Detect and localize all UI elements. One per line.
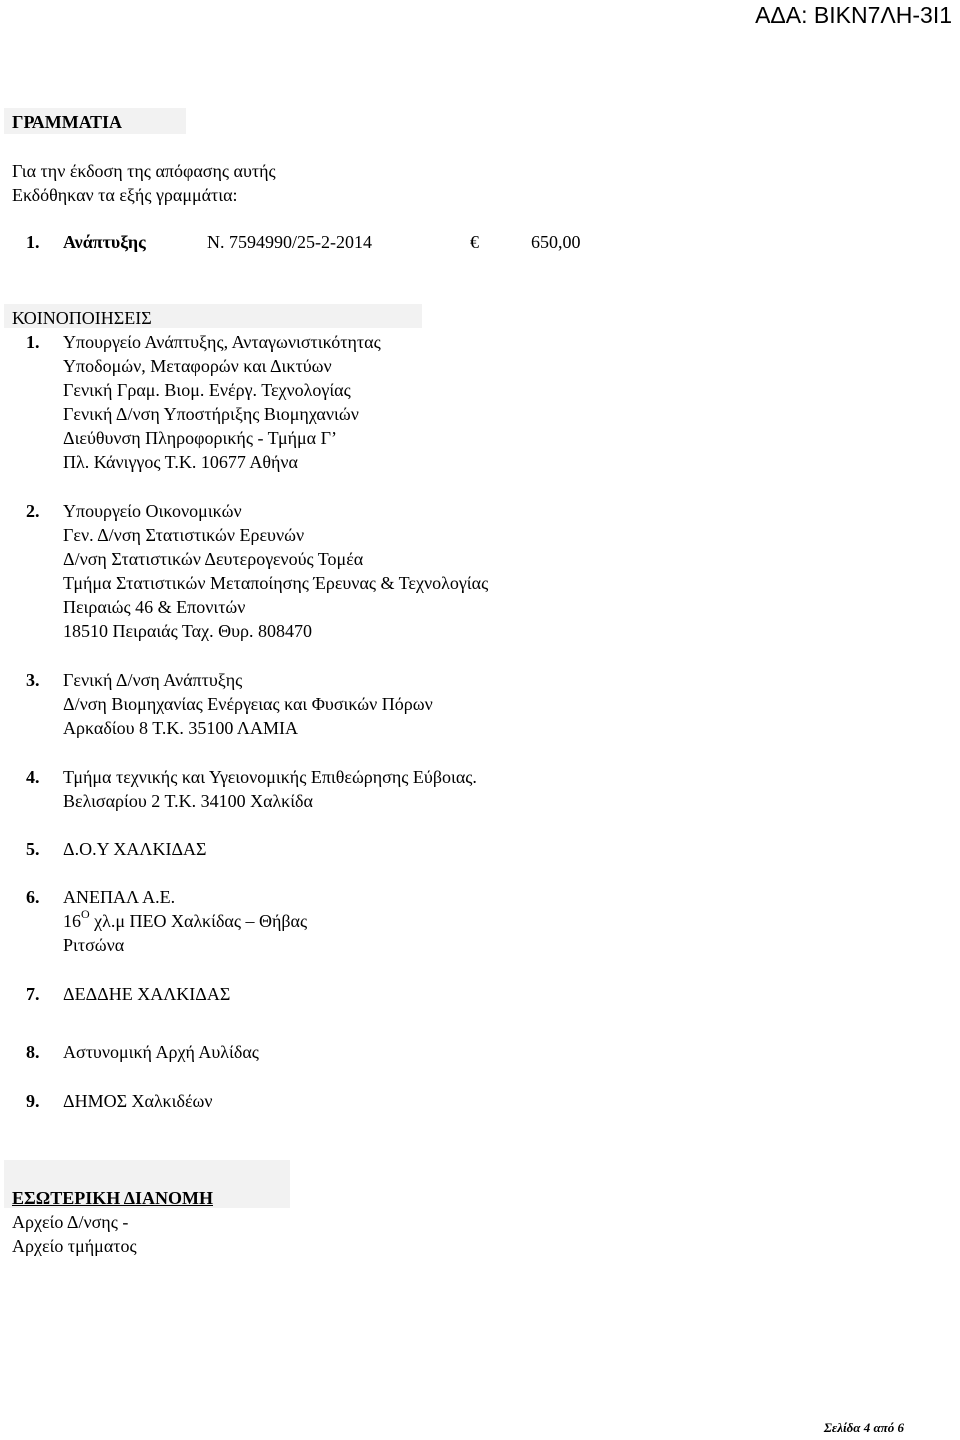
- recipient-line: Τμήμα τεχνικής και Υγειονομικής Επιθεώρησης Εύβοιας.: [63, 767, 477, 787]
- recipient-line: ΔΗΜΟΣ Χαλκιδέων: [63, 1091, 213, 1111]
- recipient-number: 7.: [26, 984, 40, 1004]
- recipient-line: Πλ. Κάνιγγος Τ.Κ. 10677 Αθήνα: [63, 452, 298, 472]
- recipient-line: Υπουργείο Ανάπτυξης, Ανταγωνιστικότητας: [63, 332, 381, 352]
- recipient-line: Γενική Δ/νση Ανάπτυξης: [63, 670, 243, 690]
- grammatia-item-number: 1.: [26, 232, 40, 252]
- recipient-line: ΑΝΕΠΑΛ Α.Ε.: [63, 887, 176, 907]
- recipient-line: Υπουργείο Οικονομικών: [63, 501, 242, 521]
- recipient-line: 18510 Πειραιάς Ταχ. Θυρ. 808470: [63, 621, 312, 641]
- road-km-number: 16: [63, 911, 81, 931]
- recipient-line: Γενική Γραμ. Βιομ. Ενέργ. Τεχνολογίας: [63, 380, 351, 400]
- grammatia-intro-line1: Για την έκδοση της απόφασης αυτής: [12, 161, 276, 181]
- koinopoiiseis-heading: ΚΟΙΝΟΠΟΙΗΣΕΙΣ: [12, 308, 152, 328]
- recipient-number: 1.: [26, 332, 40, 352]
- recipient-line: Δ/νση Στατιστικών Δευτερογενούς Τομέα: [63, 549, 364, 569]
- recipient-number: 3.: [26, 670, 40, 690]
- recipient-line: ΔΕΔΔΗΕ ΧΑΛΚΙΔΑΣ: [63, 984, 231, 1004]
- recipient-line: [63, 909, 307, 933]
- recipient-line: Βελισαρίου 2 Τ.Κ. 34100 Χαλκίδα: [63, 791, 313, 811]
- recipient-number: 6.: [26, 887, 40, 907]
- recipient-number: 5.: [26, 839, 40, 859]
- internal-heading: ΕΣΩΤΕΡΙΚΗ ΔΙΑΝΟΜΗ: [12, 1188, 213, 1208]
- recipient-line: Τμήμα Στατιστικών Μεταποίησης Έρευνας & Τεχνολογίας: [63, 573, 489, 593]
- recipient-line: Διεύθυνση Πληροφορικής - Τμήμα Γ’: [63, 428, 338, 448]
- recipient-address: [63, 499, 488, 643]
- internal-line: Αρχείο Δ/νσης -: [12, 1212, 129, 1232]
- recipient-address: [63, 765, 477, 813]
- recipient-number: 4.: [26, 767, 40, 787]
- grammatia-item-amount: 650,00: [531, 232, 581, 252]
- grammatia-intro-line2: Εκδόθηκαν τα εξής γραμμάτια:: [12, 185, 238, 205]
- grammatia-item-name: Ανάπτυξης: [63, 232, 146, 252]
- euro-symbol: €: [470, 232, 479, 252]
- recipient-number: 2.: [26, 501, 40, 521]
- recipient-line: Ριτσώνα: [63, 935, 125, 955]
- ada-code: ΑΔΑ: ΒΙΚΝ7ΛΗ-3Ι1: [755, 2, 952, 28]
- grammatia-item-ref: Ν. 7594990/25-2-2014: [207, 232, 372, 252]
- recipient-address: [63, 668, 433, 740]
- recipient-line: Πειραιώς 46 & Επονιτών: [63, 597, 246, 617]
- recipient-line: Γενική Δ/νση Υποστήριξης Βιομηχανιών: [63, 404, 359, 424]
- recipient-line: Δ.Ο.Υ ΧΑΛΚΙΔΑΣ: [63, 839, 207, 859]
- internal-line: Αρχείο τμήματος: [12, 1236, 137, 1256]
- recipient-line: Γεν. Δ/νση Στατιστικών Ερευνών: [63, 525, 305, 545]
- ordinal-superscript: Ο: [81, 907, 90, 921]
- page-number: Σελίδα 4 από 6: [823, 1420, 904, 1435]
- recipient-line: Υποδομών, Μεταφορών και Δικτύων: [63, 356, 332, 376]
- recipient-line: Δ/νση Βιομηχανίας Ενέργειας και Φυσικών Πόρων: [63, 694, 433, 714]
- recipient-number: 9.: [26, 1091, 40, 1111]
- recipient-line: Αστυνομική Αρχή Αυλίδας: [63, 1042, 259, 1062]
- road-km-rest: χλ.μ ΠΕΟ Χαλκίδας – Θήβας: [89, 911, 308, 931]
- recipient-number: 8.: [26, 1042, 40, 1062]
- recipient-address: [63, 330, 381, 474]
- grammatia-heading: ΓΡΑΜΜΑΤΙΑ: [12, 112, 123, 132]
- recipient-line: Αρκαδίου 8 Τ.Κ. 35100 ΛΑΜΙΑ: [63, 718, 298, 738]
